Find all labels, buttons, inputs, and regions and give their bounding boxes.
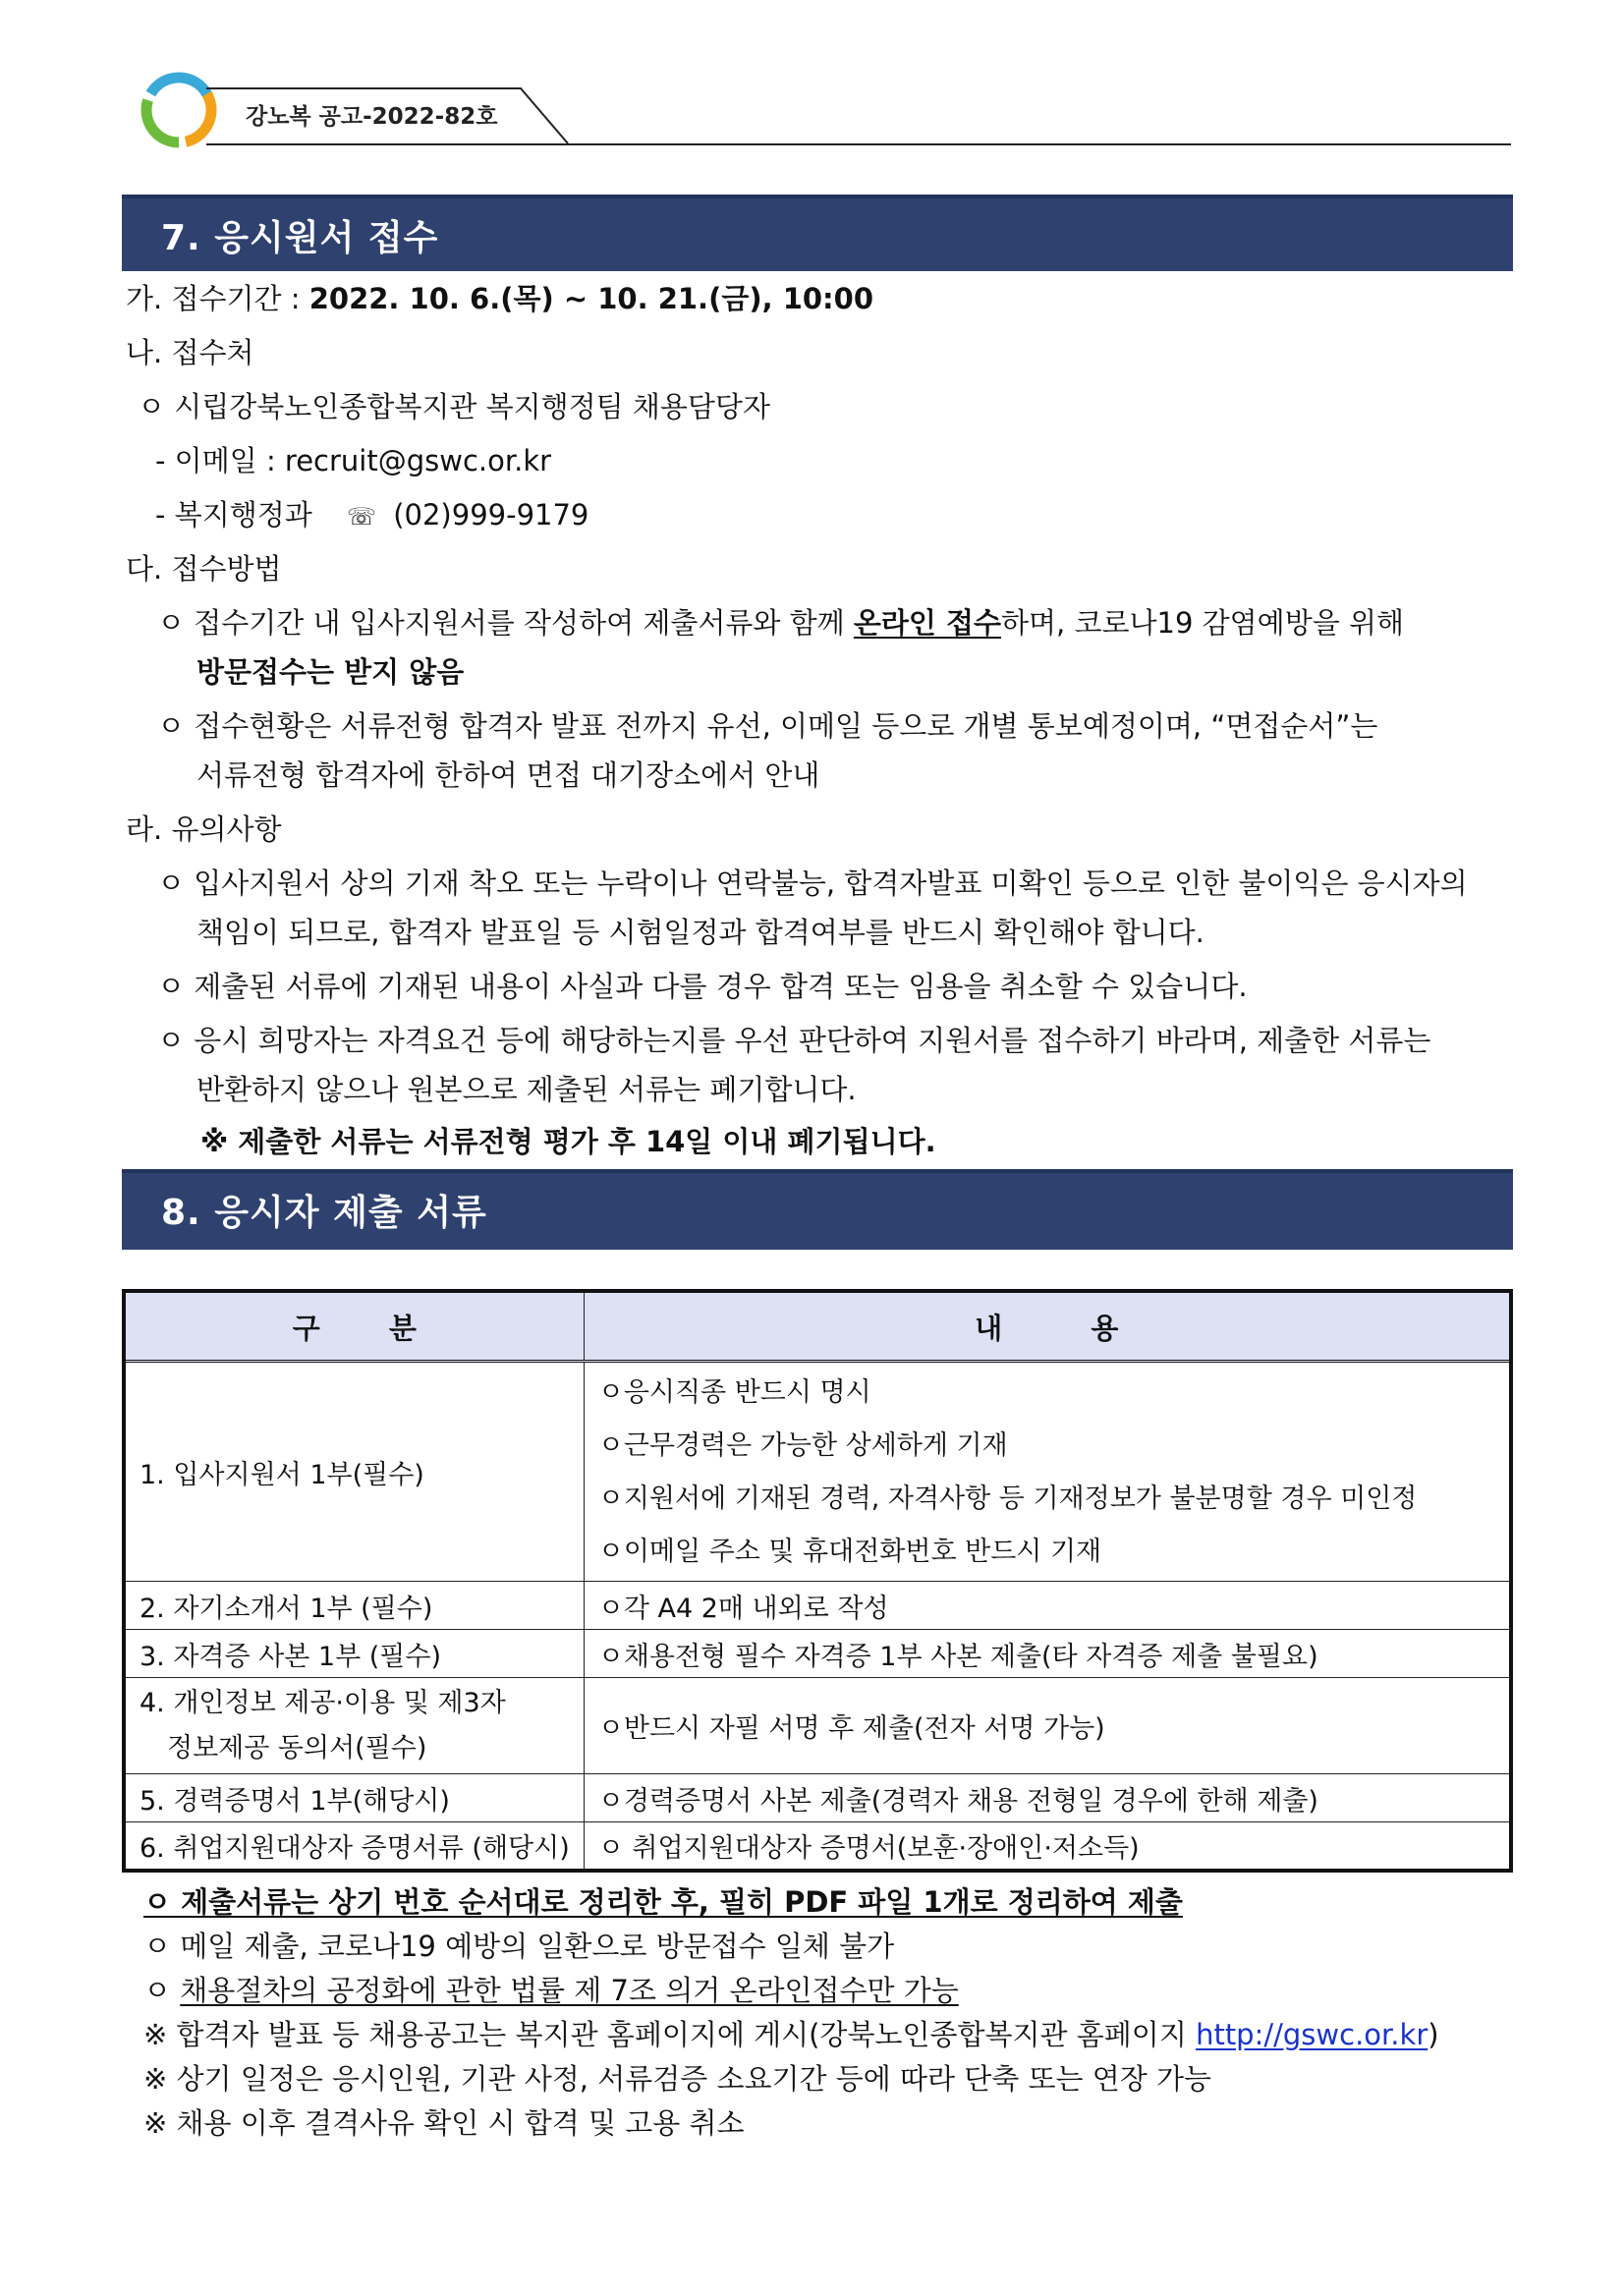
method-item-1: [157, 603, 1404, 643]
row-1-item: ㅇ응시직종 반드시 명시: [597, 1377, 871, 1408]
caution-label: 라. 유의사항: [126, 812, 282, 846]
method-item-1-text-c: 하며, 코로나19 감염예방을 위해: [1001, 606, 1404, 640]
place-label: 나. 접수처: [126, 336, 254, 369]
row-2-category: 2. 자기소개서 1부 (필수): [124, 1582, 584, 1630]
row-1-item: ㅇ근무경력은 가능한 상세하게 기재: [597, 1430, 1008, 1461]
period-line: [126, 279, 873, 318]
place-phone-number: (02)999-9179: [393, 498, 589, 532]
required-documents-table: [122, 1289, 1513, 1873]
table-row: [124, 1822, 1511, 1871]
submission-note-homepage-text: ※ 합격자 발표 등 채용공고는 복지관 홈페이지에 게시(강북노인종합복지관 홈페이지: [143, 2018, 1197, 2051]
caution-item-1-line-2: 책임이 되므로, 합격자 발표일 등 시험일정과 합격여부를 반드시 확인해야 합니다.: [196, 916, 1204, 949]
caution-item-3-line-1: ㅇ 응시 희망자는 자격요건 등에 해당하는지를 우선 판단하여 지원서를 접수하기 바라며, 제출한 서류는: [157, 1024, 1431, 1057]
method-item-1-no-visit: 방문접수는 받지 않음: [196, 655, 465, 689]
submission-note-cancel: ※ 채용 이후 결격사유 확인 시 합격 및 고용 취소: [143, 2106, 745, 2140]
row-1-content: [584, 1362, 1511, 1582]
place-phone-line: [155, 495, 588, 536]
caution-item-3-line-2: 반환하지 않으나 원본으로 제출된 서류는 폐기합니다.: [196, 1073, 857, 1106]
table-header-category: 구 분: [124, 1291, 584, 1362]
submission-note-homepage: [143, 2015, 1439, 2054]
table-header-row: [124, 1291, 1511, 1362]
place-email: - 이메일 : recruit@gswc.or.kr: [155, 444, 552, 477]
row-5-content: ㅇ경력증명서 사본 제출(경력자 채용 전형일 경우에 한해 제출): [584, 1774, 1511, 1822]
table-row: [124, 1362, 1511, 1582]
period-label: 가. 접수기간 :: [126, 282, 301, 315]
row-6-content: ㅇ 취업지원대상자 증명서(보훈·장애인·저소득): [584, 1822, 1511, 1871]
table-row: [124, 1630, 1511, 1678]
section-8-banner: [122, 1169, 1513, 1250]
table-row: [124, 1678, 1511, 1774]
row-5-category: 5. 경력증명서 1부(해당시): [124, 1774, 584, 1822]
table-row: [124, 1774, 1511, 1822]
row-1-category: 1. 입사지원서 1부(필수): [124, 1362, 584, 1582]
method-label: 다. 접수방법: [126, 552, 282, 586]
caution-item-1-line-1: ㅇ 입사지원서 상의 기재 착오 또는 누락이나 연락불능, 합격자발표 미확인 등으로 인한 불이익은 응시자의: [157, 867, 1468, 900]
method-item-2-line-2: 서류전형 합격자에 한하여 면접 대기장소에서 안내: [196, 758, 820, 792]
row-2-content: ㅇ각 A4 2매 내외로 작성: [584, 1582, 1511, 1630]
row-1-item: ㅇ지원서에 기재된 경력, 자격사항 등 기재정보가 불분명할 경우 미인정: [597, 1483, 1418, 1514]
row-4-category-line-2: 정보제공 동의서(필수): [167, 1732, 427, 1763]
method-item-1-text-a: ㅇ 접수기간 내 입사지원서를 작성하여 제출서류와 함께: [157, 606, 854, 640]
header-divider: [206, 143, 1511, 145]
period-value: 2022. 10. 6.(목) ~ 10. 21.(금), 10:00: [308, 282, 874, 315]
submission-note-law-bullet: ㅇ: [143, 1974, 181, 2007]
caution-disposal-note: ※ 제출한 서류는 서류전형 평가 후 14일 이내 폐기됩니다.: [200, 1125, 936, 1158]
table-header-content: 내 용: [584, 1291, 1511, 1362]
section-7-title: 7. 응시원서 접수: [161, 218, 439, 258]
row-4-category-line-1: 4. 개인정보 제공·이용 및 제3자: [140, 1687, 506, 1718]
homepage-link[interactable]: http://gswc.or.kr: [1196, 2018, 1428, 2051]
row-6-category: 6. 취업지원대상자 증명서류 (해당시): [124, 1822, 584, 1871]
row-3-category: 3. 자격증 사본 1부 (필수): [124, 1630, 584, 1678]
submission-note-pdf: ㅇ 제출서류는 상기 번호 순서대로 정리한 후, 필히 PDF 파일 1개로 정리하여 제출: [143, 1885, 1183, 1919]
section-8-title: 8. 응시자 제출 서류: [161, 1193, 487, 1233]
row-4-category: [124, 1678, 584, 1774]
method-item-1-online: 온라인 접수: [853, 606, 1002, 640]
submission-note-homepage-close: ): [1428, 2018, 1439, 2051]
submission-note-law-text: 채용절차의 공정화에 관한 법률 제 7조 의거 온라인접수만 가능: [180, 1974, 959, 2007]
notice-number: 강노복 공고-2022-82호: [246, 104, 498, 130]
phone-icon: ☏: [346, 503, 376, 531]
row-3-content: ㅇ채용전형 필수 자격증 1부 사본 제출(타 자격증 제출 불필요): [584, 1630, 1511, 1678]
submission-note-no-visit: ㅇ 메일 제출, 코로나19 예방의 일환으로 방문접수 일체 불가: [143, 1930, 895, 1963]
table-row: [124, 1582, 1511, 1630]
submission-note-law: [143, 1971, 959, 2010]
place-phone-label: - 복지행정과: [155, 498, 312, 532]
row-4-content: ㅇ반드시 자필 서명 후 제출(전자 서명 가능): [584, 1678, 1511, 1774]
row-1-item: ㅇ이메일 주소 및 휴대전화번호 반드시 기재: [597, 1537, 1102, 1567]
submission-note-schedule: ※ 상기 일정은 응시인원, 기관 사정, 서류검증 소요기간 등에 따라 단축 또는 연장 가능: [143, 2062, 1212, 2096]
caution-item-2: ㅇ 제출된 서류에 기재된 내용이 사실과 다를 경우 합격 또는 임용을 취소할 수 있습니다.: [157, 970, 1248, 1003]
method-item-2-line-1: ㅇ 접수현황은 서류전형 합격자 발표 전까지 유선, 이메일 등으로 개별 통보예정이며, “면접순서”는: [157, 709, 1378, 743]
section-7-banner: [122, 195, 1513, 271]
place-organization: ㅇ 시립강북노인종합복지관 복지행정팀 채용담당자: [138, 390, 770, 423]
